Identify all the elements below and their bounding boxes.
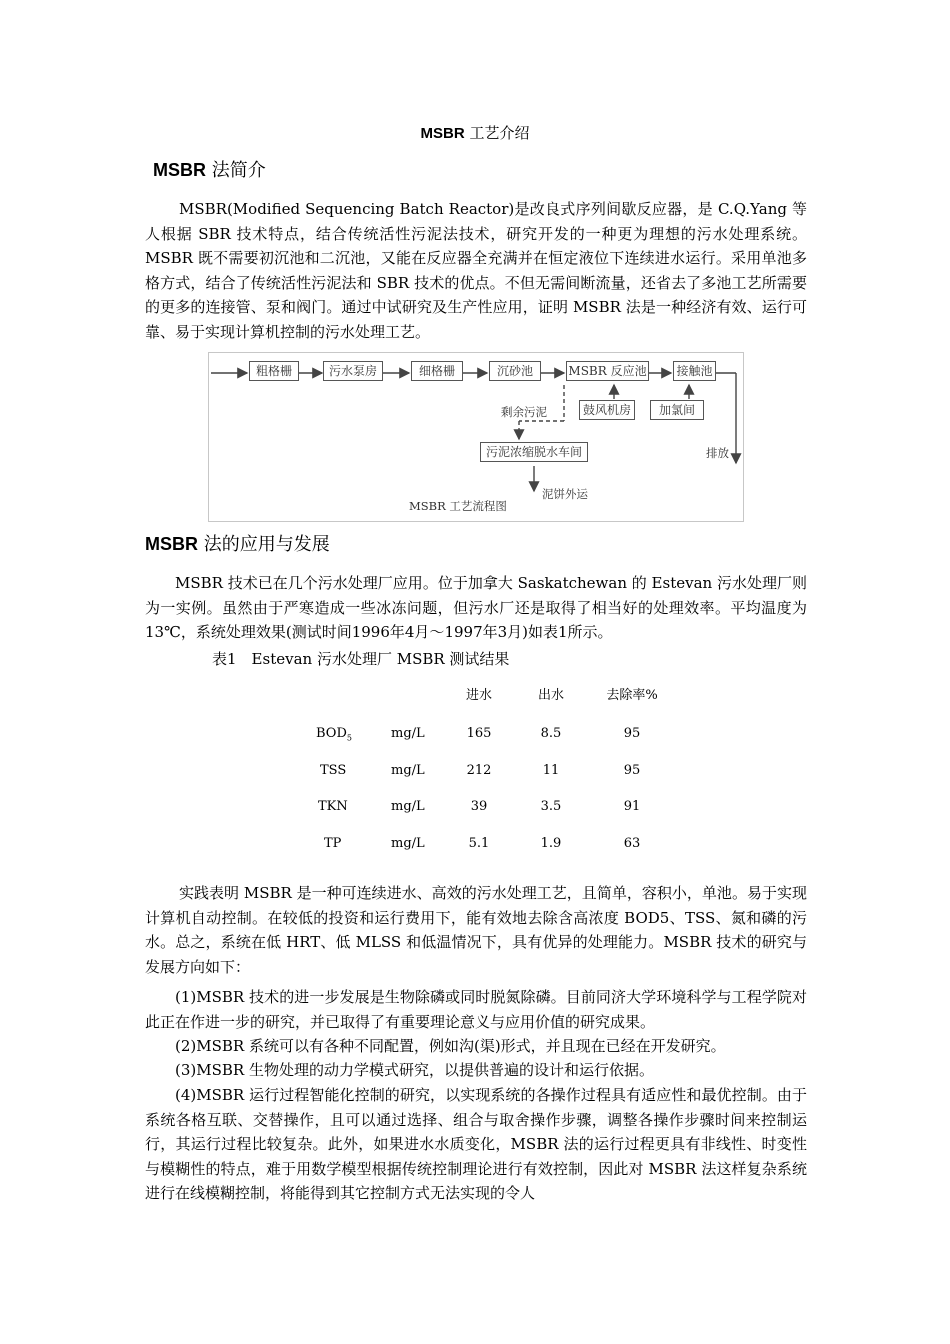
table-row-removal: 91 [623, 799, 641, 814]
section-heading-intro: MSBR 法简介 [153, 160, 266, 181]
coarse-screen-box: 粗格栅 [249, 361, 299, 381]
table-header-effluent: 出水 [537, 688, 564, 703]
direction-item-4: (4)MSBR 运行过程智能化控制的研究，以实现系统的各操作过程具有适应性和最优控制。由于系统各格互联、交替操作，且可以通过选择、组合与取舍操作步骤，调整各操作步骤时间来控制运行，其运行过程比较复杂。此外，如果进水水质变化，MSBR 法的运行过程更具有非线性、时变性与模糊性的特点，难于用数学模型根据传统控制理论进行有效控制，因此对 MSBR 法这样复杂系统进行在线模糊控制，将能得到其它控制方式无法实现的令人 [145, 1086, 807, 1202]
table-header-removal: 去除率% [606, 688, 658, 703]
direction-item-1: (1)MSBR 技术的进一步发展是生物除磷或同时脱氮除磷。目前同济大学环境科学与工程学院对此正在作进一步的研究，并已取得了有重要理论意义与应用价值的研究成果。 [145, 988, 807, 1031]
practice-paragraph: 实践表明 MSBR 是一种可连续进水、高效的污水处理工艺，且简单，容积小，单池。易于实现计算机自动控制。在较低的投资和运行费用下，能有效地去除含高浓度 BOD5、TSS、氮和磷的污水。总之，系统在低 HRT、低 MLSS 和低温情况下，具有优异的处理能力。MSBR 技术的研究与发展方向如下： [145, 884, 807, 976]
msbr-reactor-box: MSBR 反应池 [566, 361, 649, 381]
diagram-caption: MSBR 工艺流程图 [409, 499, 507, 513]
table-row-influent: 39 [470, 799, 488, 814]
table-row-effluent: 8.5 [540, 726, 562, 741]
page-title: MSBR 工艺介绍 [420, 124, 530, 142]
section-heading-application: MSBR 法的应用与发展 [145, 534, 330, 555]
table-row-param: TP [324, 836, 342, 851]
table-row-removal: 95 [623, 726, 641, 741]
table-caption: 表1 Estevan 污水处理厂 MSBR 测试结果 [212, 650, 510, 668]
table-row-influent: 5.1 [468, 836, 490, 851]
dosing-room-box: 加氯间 [650, 400, 704, 420]
table-row-unit: mg/L [391, 836, 425, 851]
fine-screen-box: 细格栅 [411, 361, 463, 381]
process-flow-diagram [208, 352, 744, 522]
table-row-unit: mg/L [391, 763, 425, 778]
table-row-effluent: 1.9 [540, 836, 562, 851]
table-row-influent: 212 [466, 763, 492, 778]
sludge-dewatering-box: 污泥浓缩脱水车间 [480, 442, 588, 462]
table-row-unit: mg/L [391, 799, 425, 814]
table-row-param: $BOD_5$ [316, 726, 352, 743]
cake-out-label: 泥饼外运 [542, 487, 588, 501]
contact-tank-box: 接触池 [673, 361, 716, 381]
blower-room-box: 鼓风机房 [579, 400, 635, 420]
pump-house-box: 污水泵房 [323, 361, 383, 381]
table-header-influent: 进水 [465, 688, 492, 703]
intro-paragraph: MSBR(Modified Sequencing Batch Reactor)是改良式序列间歇反应器，是 C.Q.Yang 等人根据 SBR 技术特点，结合传统活性污泥法技术，研究开发的一种更为理想的污水处理系统。MSBR 既不需要初沉池和二沉池，又能在反应器全充满并在恒定液位下连续进水运行。采用单池多格方式，结合了传统活性污泥法和 SBR 技术的优点。不但无需间断流量，还省去了多池工艺所需要的更多的连接管、泵和阀门。通过中试研究及生产性应用，证明 MSBR 法是一种经济有效、运行可靠、易于实现计算机控制的污水处理工艺。 [145, 200, 807, 341]
table-row-effluent: 11 [542, 763, 560, 778]
application-paragraph: MSBR 技术已在几个污水处理厂应用。位于加拿大 Saskatchewan 的 Estevan 污水处理厂则为一实例。虽然由于严寒造成一些冰冻问题，但污水厂还是取得了相当好的处理效率。平均温度为13℃，系统处理效果(测试时间1996年4月～1997年3月)如表1所示。 [145, 574, 807, 641]
table-row-param: TKN [318, 799, 348, 814]
table-row-removal: 63 [623, 836, 641, 851]
discharge-label: 排放 [706, 446, 729, 460]
table-row-removal: 95 [623, 763, 641, 778]
direction-item-2: (2)MSBR 系统可以有各种不同配置，例如沟(渠)形式，并且现在已经在开发研究。 [175, 1037, 726, 1055]
table-row-unit: mg/L [391, 726, 425, 741]
excess-sludge-label: 剩余污泥 [501, 405, 547, 419]
table-row-influent: 165 [466, 726, 492, 741]
grit-chamber-box: 沉砂池 [489, 361, 541, 381]
direction-item-3: (3)MSBR 生物处理的动力学模式研究，以提供普遍的设计和运行依据。 [175, 1061, 654, 1079]
table-row-param: TSS [320, 763, 347, 778]
table-row-effluent: 3.5 [540, 799, 562, 814]
